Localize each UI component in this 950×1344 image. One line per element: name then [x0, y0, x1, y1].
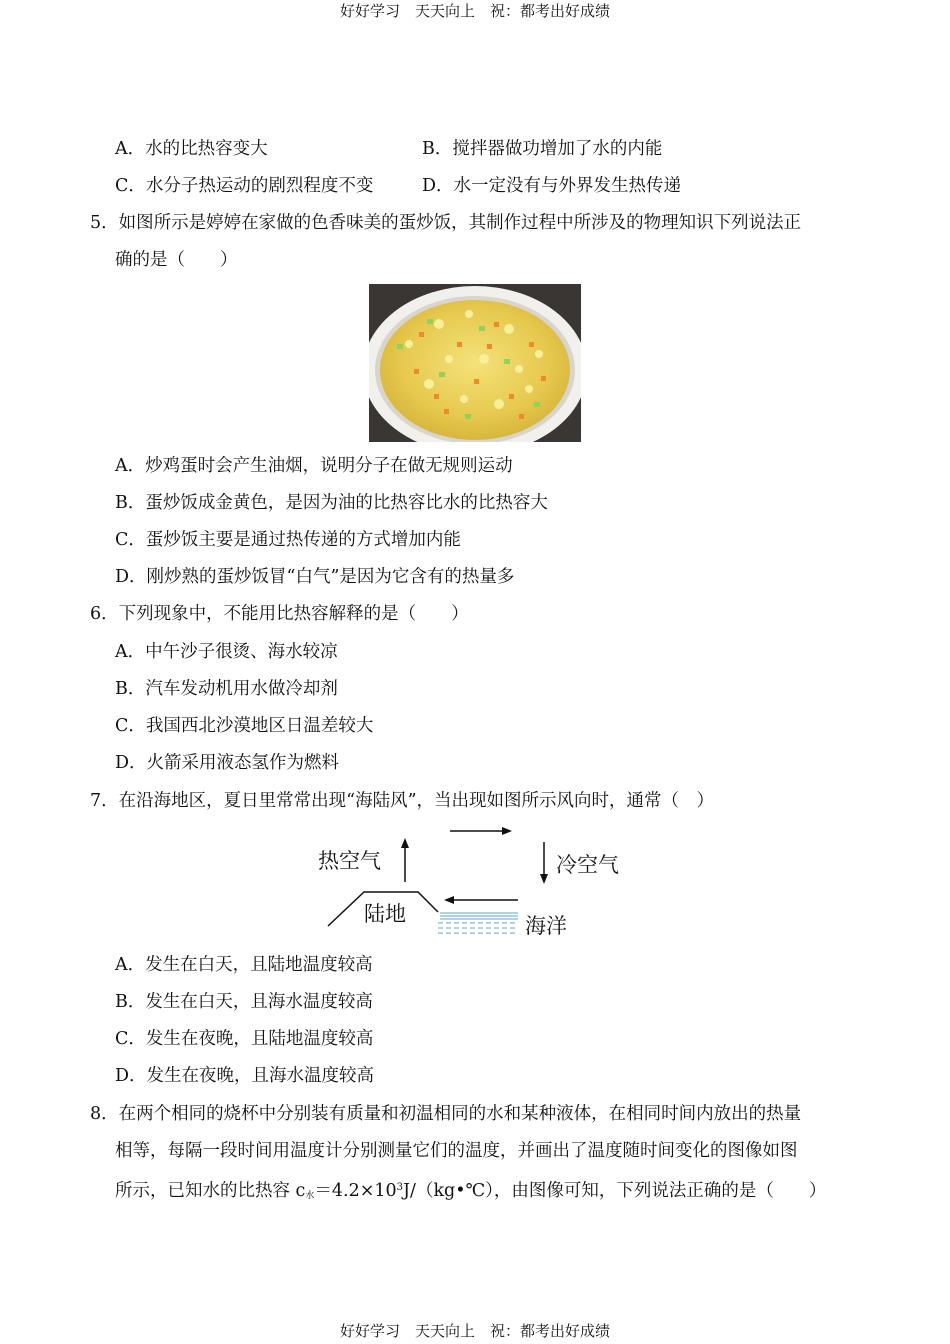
q7-option-d: D．发生在夜晚，且海水温度较高: [115, 1066, 375, 1086]
fried-rice-illustration: [369, 284, 581, 442]
cold-air-label: 冷空气: [556, 853, 619, 877]
q5-stem-line1: 5．如图所示是婷婷在家做的色香味美的蛋炒饭，其制作过程中所涉及的物理知识下列说法正: [90, 213, 802, 233]
q8-stem-line1: 8．在两个相同的烧杯中分别装有质量和初温相同的水和某种液体，在相同时间内放出的热量: [90, 1104, 802, 1124]
q7-option-c: C．发生在夜晚，且陆地温度较高: [115, 1029, 374, 1049]
bottom-arrow-head: [444, 896, 454, 904]
q5-stem-line2: 确的是（ ）: [115, 250, 238, 270]
q6-stem: 6．下列现象中，不能用比热容解释的是（ ）: [90, 604, 469, 624]
down-arrow-head: [540, 874, 548, 884]
hot-air-label: 热空气: [318, 849, 381, 873]
q7-option-a: A．发生在白天，且陆地温度较高: [115, 955, 373, 975]
q8-exponent: 3: [396, 1182, 404, 1193]
q6-option-d: D．火箭采用液态氢作为燃料: [115, 753, 340, 773]
q6-option-a: A．中午沙子很烫、海水较凉: [115, 642, 338, 662]
sea-land-breeze-svg: [310, 820, 640, 942]
up-arrow-head: [401, 838, 409, 848]
sea-waves: [438, 913, 518, 933]
q8-line3-part-a: 所示，已知水的比热容 c: [115, 1181, 306, 1201]
q8-line3-part-c: J/（kg•℃），由图像可知，下列说法正确的是（ ）: [403, 1181, 827, 1201]
q6-option-b: B．汽车发动机用水做冷却剂: [115, 679, 338, 699]
q4-option-b: B．搅拌器做功增加了水的内能: [422, 139, 663, 159]
q6-option-c: C．我国西北沙漠地区日温差较大: [115, 716, 374, 736]
q4-option-d: D．水一定没有与外界发生热传递: [422, 176, 682, 196]
top-arrow-head: [502, 827, 512, 835]
q5-option-a: A．炒鸡蛋时会产生油烟，说明分子在做无规则运动: [115, 456, 513, 476]
q5-option-d: D．刚炒熟的蛋炒饭冒“白气”是因为它含有的热量多: [115, 567, 515, 587]
q4-option-c: C．水分子热运动的剧烈程度不变: [115, 176, 374, 196]
q7-stem: 7．在沿海地区，夏日里常常出现“海陆风”，当出现如图所示风向时，通常（ ）: [90, 791, 715, 811]
page-header: 好好学习 天天向上 祝：都考出好成绩: [339, 2, 610, 20]
q8-line3-part-b: ＝4.2×10: [314, 1181, 397, 1201]
sea-land-breeze-diagram: [310, 820, 640, 942]
q4-option-a: A．水的比热容变大: [115, 139, 268, 159]
q8-water-subscript: 水: [305, 1191, 315, 1201]
q7-option-b: B．发生在白天，且海水温度较高: [115, 992, 373, 1012]
q8-stem-line3: [115, 1176, 826, 1208]
fried-rice-image: [369, 284, 581, 442]
land-label: 陆地: [364, 902, 406, 926]
sea-label: 海洋: [525, 914, 567, 938]
page-footer: 好好学习 天天向上 祝：都考出好成绩: [339, 1322, 610, 1340]
q5-option-b: B．蛋炒饭成金黄色，是因为油的比热容比水的比热容大: [115, 493, 548, 513]
q8-stem-line2: 相等，每隔一段时间用温度计分别测量它们的温度，并画出了温度随时间变化的图像如图: [115, 1141, 798, 1161]
q5-option-c: C．蛋炒饭主要是通过热传递的方式增加内能: [115, 530, 461, 550]
